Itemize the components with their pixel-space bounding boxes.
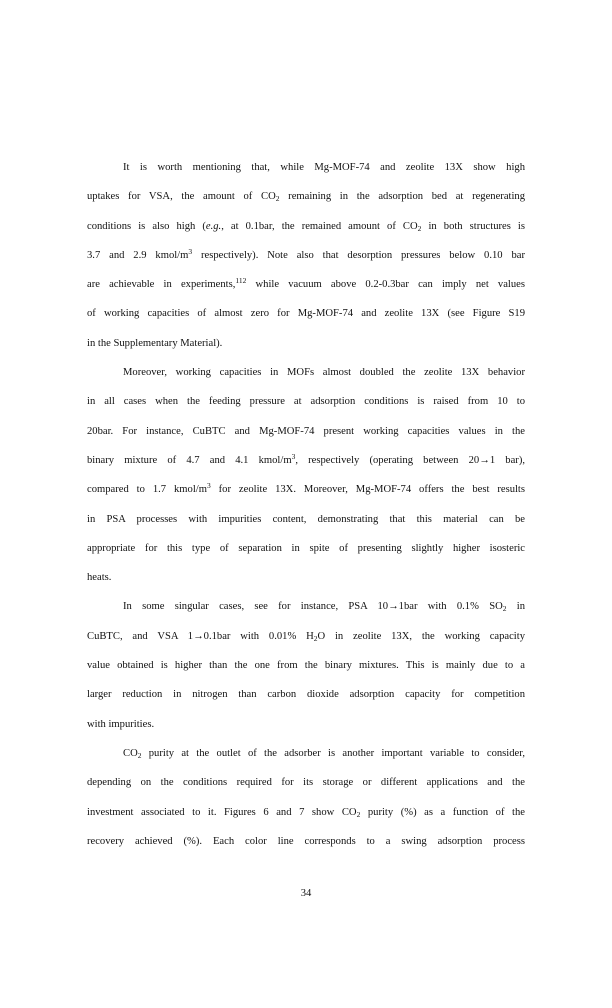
text-line: in PSA processes with impurities content, demonstrating that this material can be [87,513,525,525]
text-line: Moreover, working capacities in MOFs almost doubled the zeolite 13X behavior [123,367,525,379]
text-line: $CO_2$ purity at the outlet of the adsorber is another important variable to consider, [123,747,525,760]
subscript: 2 [417,223,422,233]
paragraph [87,153,525,358]
text-line: in the Supplementary Material). [87,337,223,349]
subscript: 2 [137,750,142,760]
italic-text: e.g. [205,220,222,232]
text-line: of working capacities of almost zero for Mg-MOF-74 and zeolite 13X (see Figure S19 [87,308,525,320]
page-number: 34 [300,888,312,899]
superscript: 3 [291,451,296,461]
subscript: 2 [502,604,507,614]
text-line: value obtained is higher than the one from the binary mixtures. This is mainly due to a [87,660,525,672]
text-line: CuBTC, and VSA 1→0.1bar with 0.01% $H_2O$ in zeolite 13X, the working capacity [87,630,525,643]
text-line: appropriate for this type of separation in spite of presenting slightly higher isosteric [87,542,525,554]
superscript: 112 [235,276,247,286]
text-line: in all cases when the feeding pressure at adsorption conditions is raised from 10 to [87,396,525,408]
text-line: with impurities. [87,718,155,730]
paragraph [87,358,525,592]
subscript: 2 [275,194,280,204]
text-line: conditions is also high (e.g., at 0.1bar, the remained amount of $CO_2$ in both structures is [87,220,525,233]
text-line: binary mixture of 4.7 and 4.1 kmol/$m^3$, respectively (operating between 20→1 bar), [87,451,525,466]
text-line: It is worth mentioning that, while Mg-MOF-74 and zeolite 13X show high [123,162,525,173]
subscript: 2 [313,633,318,643]
text-line: uptakes for VSA, the amount of $CO_2$ remaining in the adsorption bed at regenerating [87,191,526,204]
text-line: 20bar. For instance, CuBTC and Mg-MOF-74 present working capacities values in the [87,425,525,437]
body-text [87,153,525,856]
text-line: heats. [87,572,112,584]
superscript: 3 [188,246,193,256]
text-line: recovery achieved (%). Each color line corresponds to a swing adsorption process [87,835,525,847]
text-line: 3.7 and 2.9 kmol/$m^3$ respectively). Note also that desorption pressures below 0.10 bar [87,246,525,261]
paragraph [87,739,525,856]
text-line: In some singular cases, see for instance, PSA 10→1bar with 0.1% $SO_2$ in [123,601,526,614]
text-line: depending on the conditions required for its storage or different applications and the [87,777,525,789]
text-line: larger reduction in nitrogen than carbon dioxide adsorption capacity for competition [87,689,525,701]
subscript: 2 [356,809,361,819]
text-line: investment associated to it. Figures 6 and 7 show $CO_2$ purity (%) as a function of the [87,806,525,819]
superscript: 3 [206,481,211,491]
paragraph [87,592,525,738]
text-line: compared to 1.7 kmol/$m^3$ for zeolite 13X. Moreover, Mg-MOF-74 offers the best results [87,481,525,496]
text-line: are achievable in experiments,$^{112}$ while vacuum above 0.2-0.3bar can imply net values [87,276,525,291]
